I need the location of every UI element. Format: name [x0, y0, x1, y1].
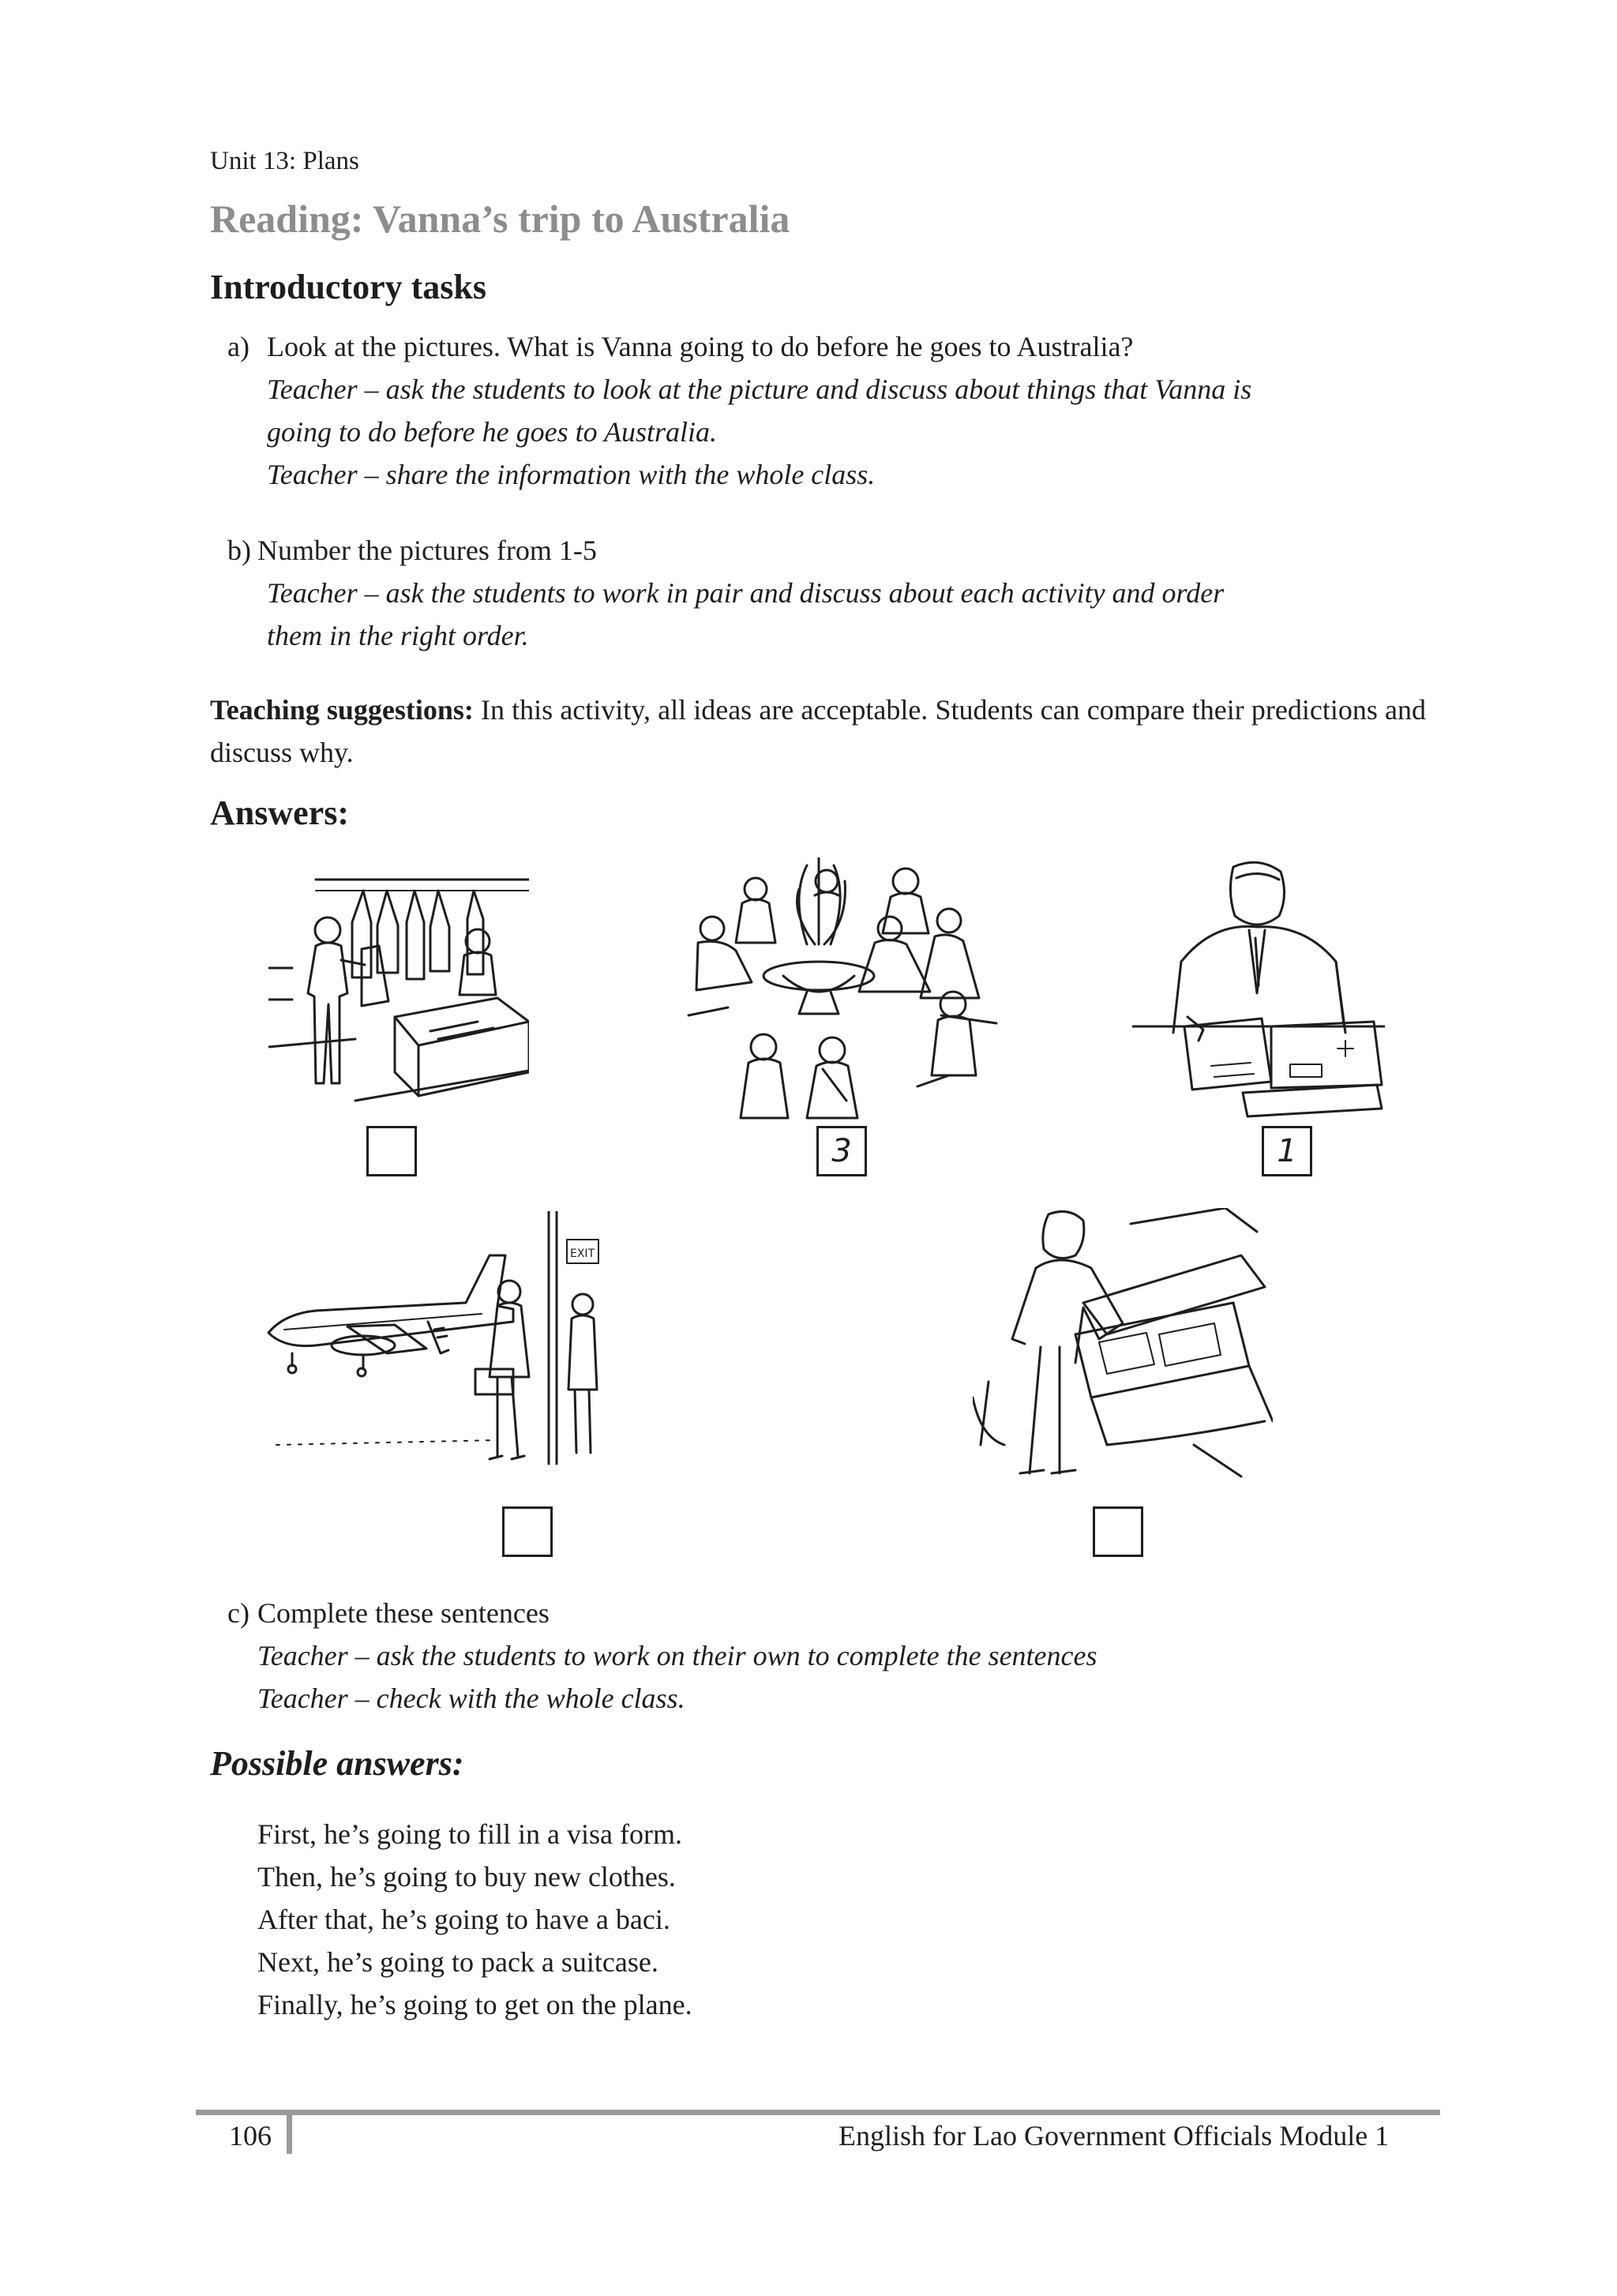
answer-box-buying-clothes: [366, 1126, 417, 1176]
answer-box-boarding-plane: [502, 1506, 553, 1557]
task-b-teacher-line-2: them in the right order.: [267, 620, 529, 651]
task-b-label: b): [227, 535, 251, 566]
task-b-teacher-line-1: Teacher – ask the students to work in pair and discuss about each activity and order: [267, 577, 1225, 609]
task-a-teacher-line-1: Teacher – ask the students to look at the picture and discuss about things that Vanna is: [267, 373, 1252, 405]
task-c-teacher-line-2: Teacher – check with the whole class.: [257, 1683, 685, 1714]
book-title: English for Lao Government Officials Module 1: [839, 2120, 1390, 2152]
task-b-text: Number the pictures from 1-5: [257, 535, 597, 566]
answer-box-baci-ceremony: 3: [816, 1126, 867, 1176]
page-number: 106: [229, 2120, 272, 2152]
possible-answer-line-1: First, he’s going to fill in a visa form.: [257, 1818, 682, 1850]
answer-box-packing-suitcase: [1093, 1506, 1143, 1557]
exit-sign-text: EXIT: [570, 1247, 595, 1260]
possible-answer-line-5: Finally, he’s going to get on the plane.: [257, 1989, 692, 2020]
task-c-text: Complete these sentences: [257, 1597, 550, 1629]
teaching-suggestions-text: In this activity, all ideas are acceptable. Students can compare their predictions and discuss why.: [210, 694, 1426, 768]
task-a-label: a): [227, 331, 249, 362]
task-a-teacher-line-2: going to do before he goes to Australia.: [267, 416, 717, 448]
footer-rule-tick: [287, 2110, 292, 2154]
task-a-text: Look at the pictures. What is Vanna going to do before he goes to Australia?: [267, 331, 1134, 362]
possible-answers-heading: Possible answers:: [210, 1744, 464, 1783]
teaching-suggestions-label: Teaching suggestions:: [210, 694, 474, 726]
possible-answer-line-3: After that, he’s going to have a baci.: [257, 1904, 670, 1935]
answer-box-visa-form: 1: [1262, 1126, 1312, 1176]
visa-form-illustration: [1132, 859, 1385, 1120]
page-title: Reading: Vanna’s trip to Australia: [210, 197, 790, 241]
footer-rule: [196, 2110, 1440, 2115]
task-a-teacher-line-3: Teacher – share the information with the whole class.: [267, 459, 876, 490]
boarding-plane-illustration: [261, 1211, 624, 1476]
task-c-label: c): [227, 1597, 249, 1629]
packing-suitcase-illustration: [973, 1208, 1273, 1481]
answers-heading: Answers:: [210, 793, 349, 832]
buying-clothes-illustration: [268, 873, 529, 1102]
intro-heading: Introductory tasks: [210, 268, 487, 306]
teaching-suggestions: [210, 688, 1426, 774]
baci-ceremony-illustration: [681, 857, 1004, 1126]
possible-answer-line-2: Then, he’s going to buy new clothes.: [257, 1861, 676, 1893]
task-c-teacher-line-1: Teacher – ask the students to work on their own to complete the sentences: [257, 1640, 1097, 1671]
unit-label: Unit 13: Plans: [210, 147, 359, 175]
possible-answer-line-4: Next, he’s going to pack a suitcase.: [257, 1946, 658, 1978]
